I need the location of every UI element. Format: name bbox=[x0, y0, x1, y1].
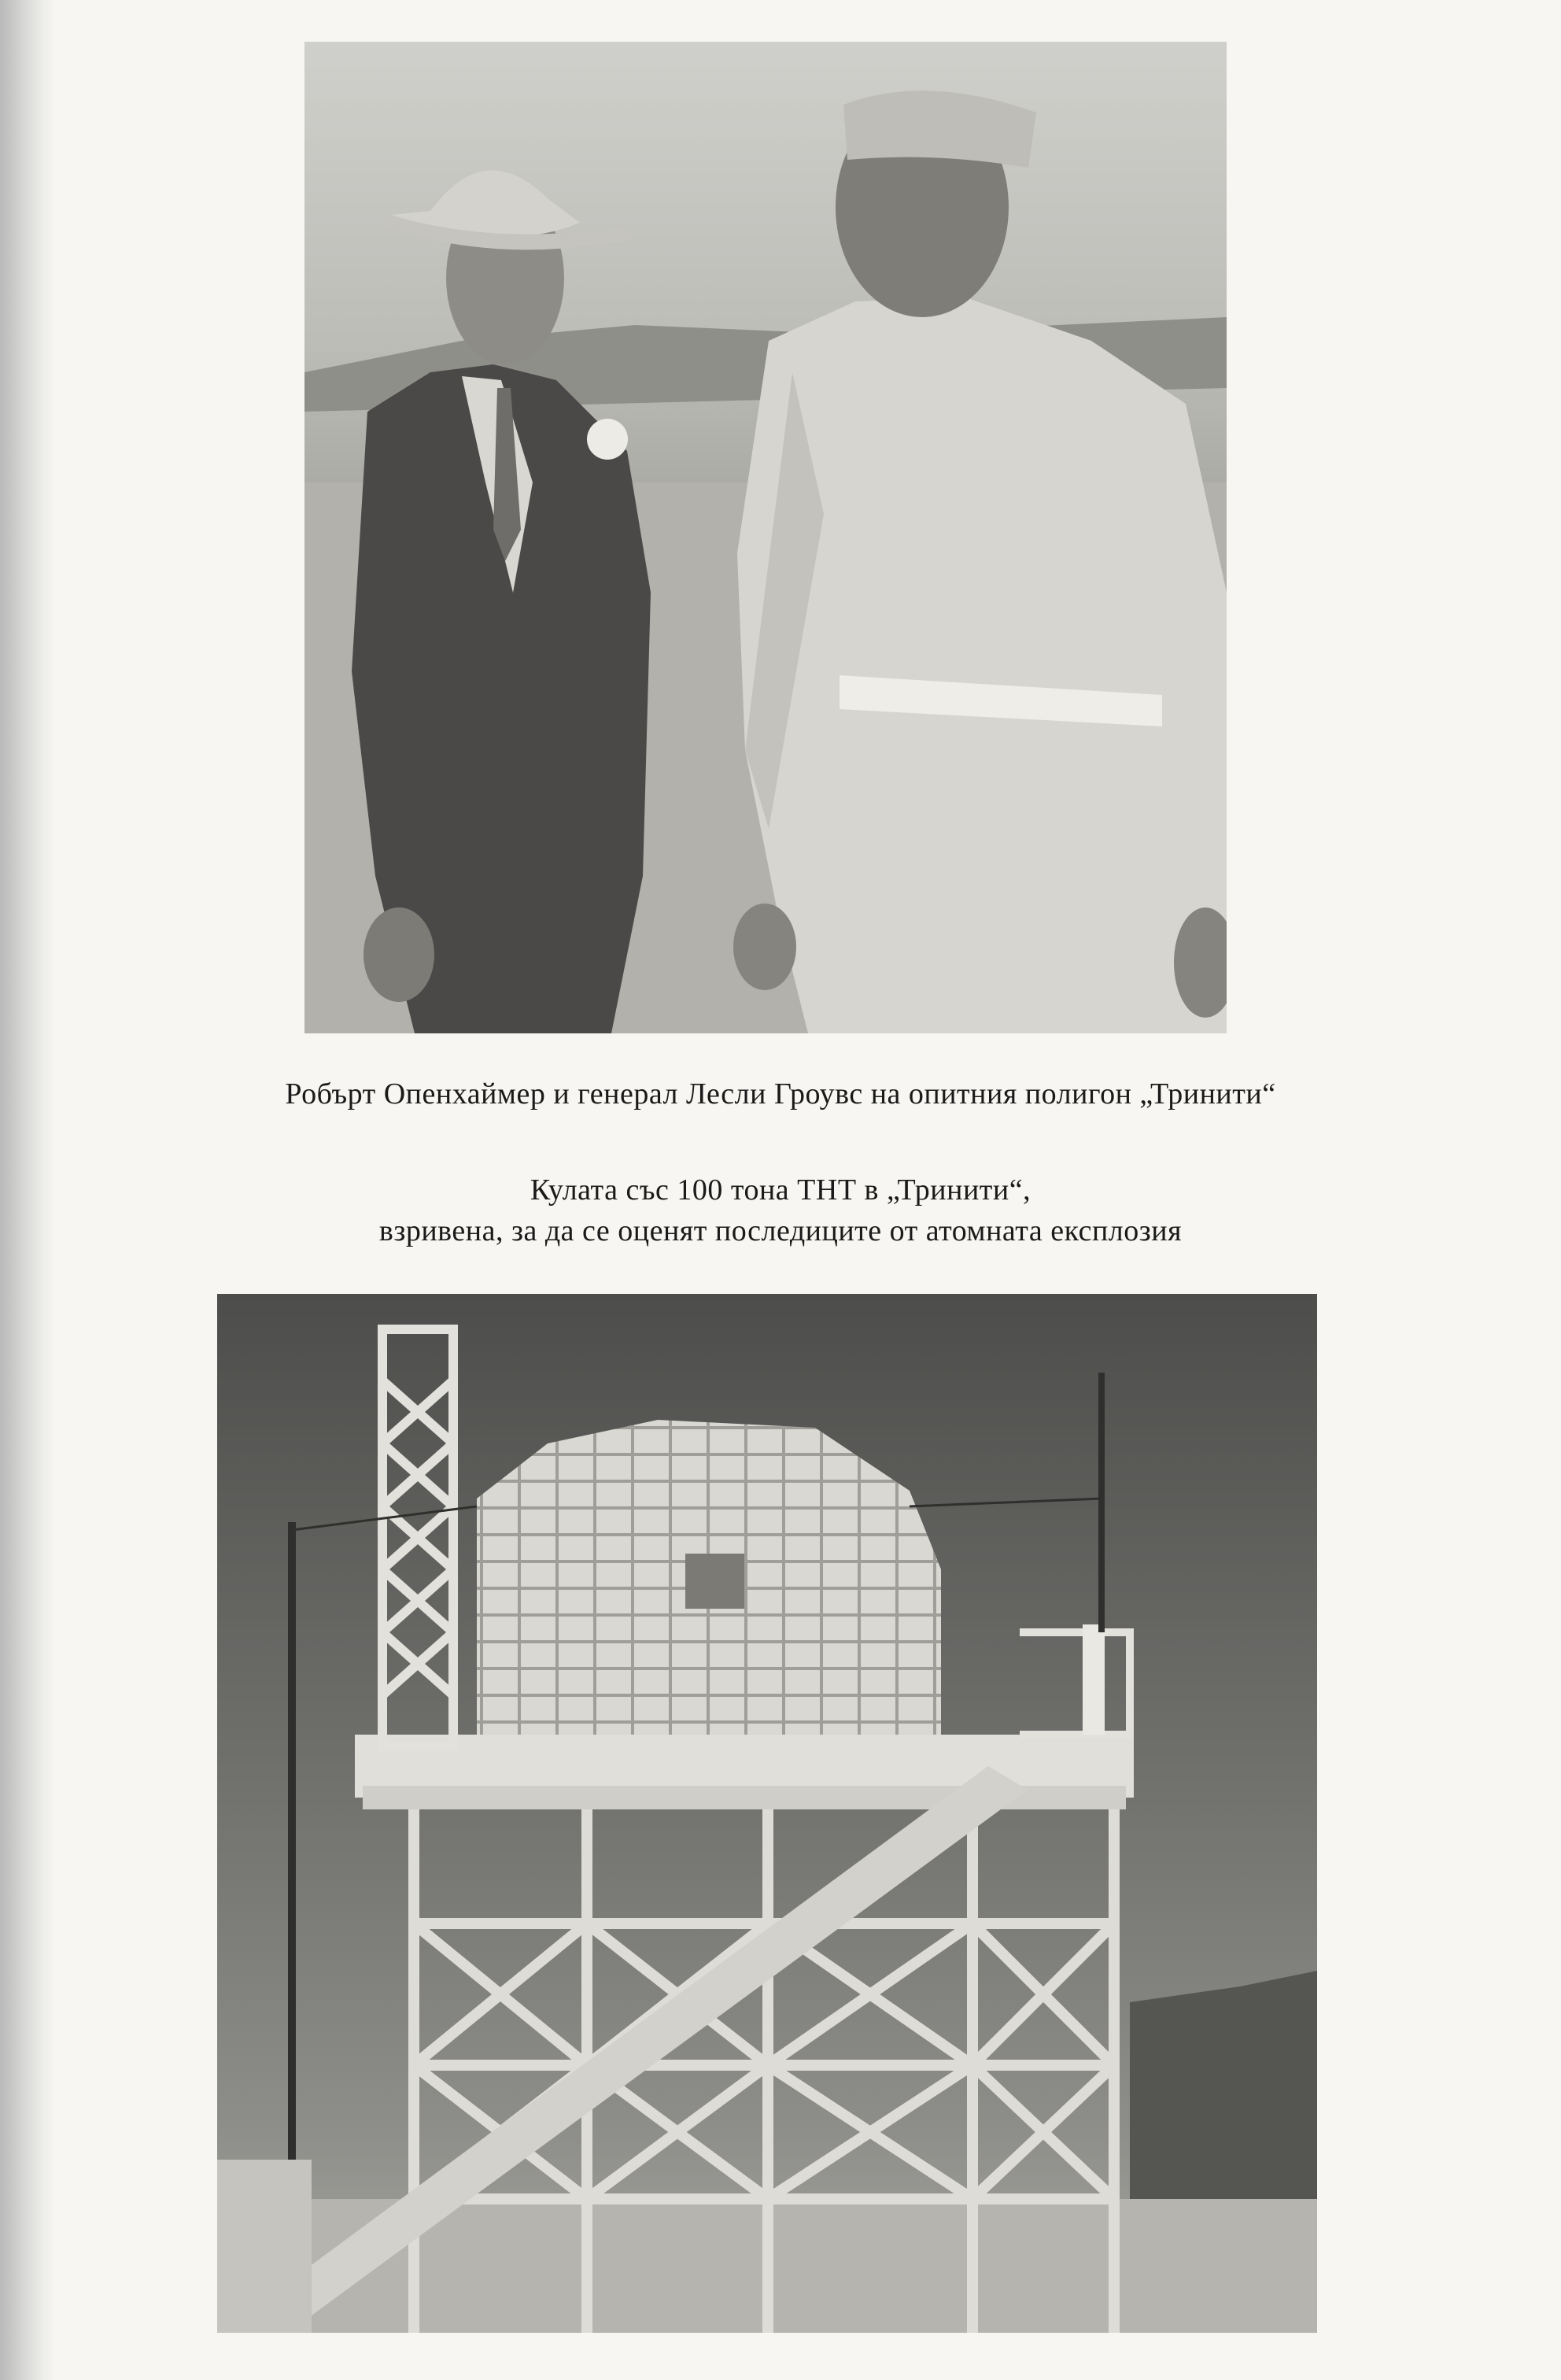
photo2-caption-line1: Кулата със 100 тона ТНТ в „Тринити“, bbox=[530, 1173, 1031, 1207]
trinity-tnt-tower-photo bbox=[217, 1294, 1317, 2333]
oppenheimer-groves-photo bbox=[304, 42, 1227, 1033]
photo1-caption: Робърт Опенхаймер и генерал Лесли Гроувс на опитния полигон „Тринити“ bbox=[285, 1077, 1276, 1111]
photo2-caption-line2: взривена, за да се оценят последиците от атомната експлозия bbox=[378, 1214, 1183, 1247]
photo2-caption bbox=[0, 1170, 1561, 1251]
